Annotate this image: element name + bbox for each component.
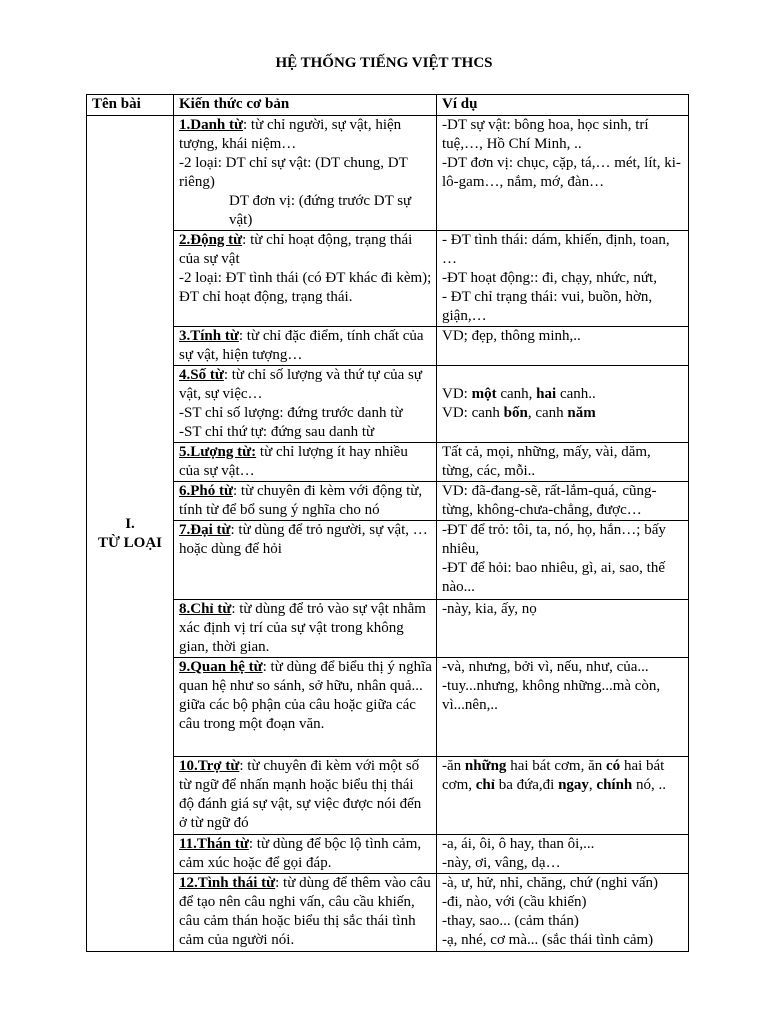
example-cell: Tất cả, mọi, những, mấy, vài, dăm, từng, các, mỗi.. bbox=[437, 443, 689, 482]
header-lesson: Tên bài bbox=[87, 95, 174, 116]
group-name: TỪ LOẠI bbox=[97, 534, 163, 551]
knowledge-cell: 11.Thán từ: từ dùng để bộc lộ tình cảm, cảm xúc hoặc để gọi đáp. bbox=[174, 835, 437, 874]
knowledge-cell: 1.Danh từ: từ chỉ người, sự vật, hiện tượng, khái niệm… -2 loại: DT chỉ sự vật: (DT chung, DT riêng) DT đơn vị: (đứng trước DT sự vật) bbox=[174, 116, 437, 231]
example-cell: -DT sự vật: bông hoa, học sinh, trí tuệ,…, Hồ Chí Minh, .. -DT đơn vị: chục, cặp, tá,… mét, lít, ki-lô-gam…, nắm, mớ, đàn… bbox=[437, 116, 689, 231]
term-label: 6.Phó từ bbox=[179, 483, 234, 499]
table-row bbox=[87, 231, 689, 327]
term-label: 3.Tính từ bbox=[179, 328, 239, 344]
grammar-table bbox=[86, 94, 689, 952]
example-cell: -và, nhưng, bởi vì, nếu, như, của... -tuy...nhưng, không những...mà còn, vì...nên,.. bbox=[437, 658, 689, 757]
term-label: 4.Số từ bbox=[179, 367, 224, 383]
table-header-row bbox=[87, 95, 689, 116]
example-cell: -này, kia, ấy, nọ bbox=[437, 600, 689, 658]
table-row bbox=[87, 658, 689, 757]
knowledge-cell: 8.Chỉ từ: từ dùng để trỏ vào sự vật nhằm xác định vị trí của sự vật trong không gian, thời gian. bbox=[174, 600, 437, 658]
knowledge-cell: 5.Lượng từ: từ chỉ lượng ít hay nhiều của sự vật… bbox=[174, 443, 437, 482]
term-label: 1.Danh từ bbox=[179, 117, 244, 133]
knowledge-cell: 4.Số từ: từ chỉ số lượng và thứ tự của sự vật, sự việc… -ST chỉ số lượng: đứng trước danh từ -ST chỉ thứ tự: đứng sau danh từ bbox=[174, 366, 437, 443]
example-cell: - ĐT tình thái: dám, khiến, định, toan, … -ĐT hoạt động:: đi, chạy, nhức, nứt, - ĐT chỉ trạng thái: vui, buồn, hờn, giận,… bbox=[437, 231, 689, 327]
term-label: 8.Chỉ từ bbox=[179, 601, 232, 617]
example-cell: -à, ư, hử, nhỉ, chăng, chứ (nghi vấn) -đi, nào, với (cầu khiến) -thay, sao... (cảm thán) -ạ, nhé, cơ mà... (sắc thái tình cảm) bbox=[437, 874, 689, 952]
example-cell: VD: một canh, hai canh.. VD: canh bốn, canh năm bbox=[437, 366, 689, 443]
knowledge-cell: 6.Phó từ: từ chuyên đi kèm với động từ, tính từ để bổ sung ý nghĩa cho nó bbox=[174, 482, 437, 521]
table-row bbox=[87, 874, 689, 952]
table-row bbox=[87, 835, 689, 874]
table-row bbox=[87, 757, 689, 835]
knowledge-cell: 7.Đại từ: từ dùng để trỏ người, sự vật, … hoặc dùng để hỏi bbox=[174, 521, 437, 600]
knowledge-cell: 12.Tình thái từ: từ dùng để thêm vào câu để tạo nên câu nghi vấn, câu cầu khiến, câu cảm thán hoặc biểu thị sắc thái tình cảm của người nói. bbox=[174, 874, 437, 952]
example-cell: -ăn những hai bát cơm, ăn có hai bát cơm, chỉ ba đứa,đi ngay, chính nó, .. bbox=[437, 757, 689, 835]
term-label: 11.Thán từ bbox=[179, 836, 249, 852]
group-numeral: I. bbox=[125, 515, 135, 532]
table-row bbox=[87, 116, 689, 231]
knowledge-cell: 10.Trợ từ: từ chuyên đi kèm với một số từ ngữ để nhấn mạnh hoặc biểu thị thái độ đánh giá sự vật, sự việc được nói đến ở từ ngữ đó bbox=[174, 757, 437, 835]
term-label: 9.Quan hệ từ bbox=[179, 659, 263, 675]
group-cell bbox=[87, 116, 174, 952]
example-cell: VD: đã-đang-sẽ, rất-lắm-quá, cũng-từng, không-chưa-chẳng, được… bbox=[437, 482, 689, 521]
table-row bbox=[87, 482, 689, 521]
page-title: HỆ THỐNG TIẾNG VIỆT THCS bbox=[275, 55, 493, 71]
term-label: 2.Động từ bbox=[179, 232, 243, 248]
term-label: 10.Trợ từ bbox=[179, 758, 240, 774]
term-label: 7.Đại từ bbox=[179, 522, 231, 538]
knowledge-cell: 9.Quan hệ từ: từ dùng để biểu thị ý nghĩa quan hệ như so sánh, sở hữu, nhân quả... giữa các bộ phận của câu hoặc giữa các câu trong một đoạn văn. bbox=[174, 658, 437, 757]
table-row bbox=[87, 366, 689, 443]
term-label: 12.Tình thái từ bbox=[179, 875, 276, 891]
table-row bbox=[87, 327, 689, 366]
header-knowledge: Kiến thức cơ bản bbox=[174, 95, 437, 116]
example-cell: VD; đẹp, thông minh,.. bbox=[437, 327, 689, 366]
knowledge-cell: 3.Tính từ: từ chỉ đặc điểm, tính chất của sự vật, hiện tượng… bbox=[174, 327, 437, 366]
table-row bbox=[87, 521, 689, 600]
table-row bbox=[87, 443, 689, 482]
example-cell: -ĐT để trỏ: tôi, ta, nó, họ, hắn…; bấy nhiêu, -ĐT để hỏi: bao nhiêu, gì, ai, sao, thế nào... bbox=[437, 521, 689, 600]
header-example: Ví dụ bbox=[437, 95, 689, 116]
example-cell: -a, ái, ôi, ô hay, than ôi,... -này, ơi, vâng, dạ… bbox=[437, 835, 689, 874]
knowledge-cell: 2.Động từ: từ chỉ hoạt động, trạng thái của sự vật -2 loại: ĐT tình thái (có ĐT khác đi kèm); ĐT chỉ hoạt động, trạng thái. bbox=[174, 231, 437, 327]
term-label: 5.Lượng từ: bbox=[179, 444, 257, 460]
table-row bbox=[87, 600, 689, 658]
